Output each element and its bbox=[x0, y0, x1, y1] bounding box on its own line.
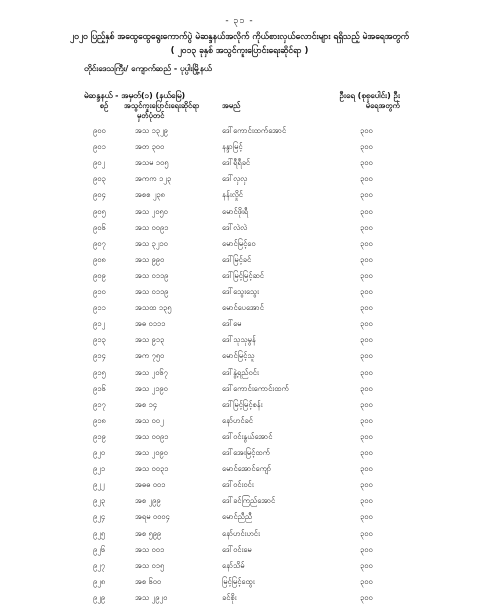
vote-count: ၃၀၀ bbox=[360, 270, 373, 280]
registration-number: အက ၇၅၀ bbox=[135, 351, 165, 361]
vote-count: ၃၀၀ bbox=[360, 592, 373, 602]
registration-number: အသ ၁၃၂၉ bbox=[135, 126, 168, 135]
candidate-name: မောင်မြင့်သူ bbox=[222, 351, 255, 361]
candidate-name: ဒေါ်ဝင်းဝင်း bbox=[222, 480, 254, 490]
registration-number: အစ ၁၄ bbox=[135, 399, 157, 409]
table-row bbox=[0, 319, 479, 335]
candidate-name: ဒေါ်ရီရီခင် bbox=[222, 158, 251, 168]
candidate-name: ဒေါ်ခင်ကြည်အောင် bbox=[222, 496, 276, 506]
vote-count: ၃၀၀ bbox=[360, 576, 373, 586]
row-number: ၉၀၉ bbox=[93, 270, 106, 280]
region-label: တိုင်းဒေသကြီး/ ကျောက်ဆည် - ပုပ္ပါးမြို့နယ် bbox=[84, 64, 212, 73]
vote-count: ၃၀၀ bbox=[360, 174, 373, 184]
registration-number: အသ ၀၁၁၉ bbox=[135, 287, 169, 296]
candidate-name: နန်းလှိုင် bbox=[222, 190, 243, 200]
vote-count: ၃၀၀ bbox=[360, 415, 373, 425]
table-row bbox=[0, 255, 479, 271]
table-row bbox=[0, 529, 479, 545]
candidate-name: ဒေါ်ကောင်းကောင်းထက် bbox=[222, 383, 289, 393]
row-number: ၉၀၀ bbox=[93, 126, 106, 135]
table-row bbox=[0, 400, 479, 416]
candidate-name: ဒေါ်လှလှ bbox=[222, 174, 248, 184]
vote-count: ၃၀၀ bbox=[360, 383, 373, 393]
registration-number: အသ ၂၁၉၀ bbox=[135, 383, 168, 393]
row-number: ၉၁၀ bbox=[93, 287, 106, 296]
candidate-name: ဒေါ်ဝင်းနွယ်အောင် bbox=[222, 431, 273, 441]
document-title: ၂၀၂၀ ပြည့်နှစ် အထွေထွေရွေးကောက်ပွဲ မဲဆန္ဒနယ်အလိုက် ကိုယ်စားလှယ်လောင်းများ ရရှိသည့် မဲအရေအတွက် bbox=[69, 32, 410, 42]
population-label: ဦးရေ (စုစုပေါင်း) ဦး bbox=[339, 91, 400, 100]
candidate-name: မောင်ညီညီ bbox=[222, 512, 253, 522]
registration-number: အသ ၉၁၃ bbox=[135, 335, 165, 345]
vote-count: ၃၀၀ bbox=[360, 512, 373, 522]
row-number: ၉၁၉ bbox=[93, 431, 106, 441]
candidate-name: ဒေါ်မြင့်မြင့်စန်း bbox=[222, 399, 263, 409]
row-number: ၉၂၈ bbox=[93, 576, 106, 586]
registration-number: အစစ ၂၃၈ bbox=[135, 190, 165, 200]
registration-number: အသ ၀၀၉၁ bbox=[135, 222, 169, 232]
row-number: ၉၁၆ bbox=[93, 383, 106, 393]
vote-count: ၃၀၀ bbox=[360, 142, 373, 152]
candidate-name: မြင့်မြင့်ထွေး bbox=[222, 576, 255, 586]
registration-number: အဓ ၀၁၁၁ bbox=[135, 319, 166, 329]
table-row bbox=[0, 384, 479, 400]
table-row bbox=[0, 480, 479, 496]
table-row bbox=[0, 448, 479, 464]
registration-number: အရမ ၀၀၀၄ bbox=[135, 512, 170, 522]
registration-number: အဓဓ ၀၀၁ bbox=[135, 480, 166, 490]
row-number: ၉၀၃ bbox=[93, 174, 106, 184]
candidate-name: ဒေါ်မေ bbox=[222, 319, 242, 329]
vote-count: ၃၀၀ bbox=[360, 303, 373, 313]
candidate-name: နန္ဒာမြင့် bbox=[222, 142, 243, 152]
candidate-name: မောင်မြင့်ဝေ bbox=[222, 238, 256, 248]
column-header-no: စဉ် bbox=[99, 101, 109, 110]
registration-number: အသ ၂၀၅၀ bbox=[135, 206, 168, 216]
registration-number: အသ ၀၀၉၁ bbox=[135, 431, 169, 441]
candidate-name: ဒေါ်မြင့်မြင့်ဆင် bbox=[222, 270, 264, 280]
table-row bbox=[0, 561, 479, 577]
table-row bbox=[0, 142, 479, 158]
row-number: ၉၂၃ bbox=[93, 496, 106, 506]
vote-count: ၃၀၀ bbox=[360, 448, 373, 457]
table-row bbox=[0, 126, 479, 142]
constituency-label: မဲဆန္ဒနယ် - အမှတ်(၁) (နယ်မြေ) bbox=[84, 91, 186, 100]
registration-number: အစ ၂၉၉ bbox=[135, 496, 161, 506]
row-number: ၉၁၃ bbox=[93, 335, 106, 345]
row-number: ၉၀၇ bbox=[93, 238, 106, 248]
column-header-votes: မဲရေအတွက် bbox=[365, 101, 400, 110]
row-number: ၉၂၁ bbox=[93, 464, 106, 474]
vote-count: ၃၀၀ bbox=[360, 287, 373, 296]
registration-number: အတ ၃၀၀ bbox=[135, 142, 165, 152]
registration-number: အသမ ၁၀၅ bbox=[135, 158, 169, 168]
table-row bbox=[0, 190, 479, 206]
registration-number: အစ ၅၉၉ bbox=[135, 528, 162, 538]
vote-count: ၃၀၀ bbox=[360, 544, 373, 554]
candidate-name: ဒေါ်ကောင်းထက်အောင် bbox=[222, 126, 287, 135]
table-row bbox=[0, 207, 479, 223]
table-row bbox=[0, 496, 479, 512]
candidate-name: ဒေါ်မြင့်ခင် bbox=[222, 254, 252, 264]
document-subtitle: ( ၂၀၁၃ ခုနှစ် အသွင်ကူးပြောင်းရေးဆိုင်ရာ ) bbox=[170, 46, 309, 56]
row-number: ၉၁၄ bbox=[93, 351, 106, 361]
candidate-name: ဒေါ်ဝင်းမေ bbox=[222, 544, 252, 554]
vote-count: ၃၀၀ bbox=[360, 431, 373, 441]
row-number: ၉၀၄ bbox=[93, 190, 106, 200]
table-row bbox=[0, 287, 479, 303]
row-number: ၉၂၇ bbox=[93, 560, 106, 570]
candidate-name: ဒေါ်သွေးသွေး bbox=[222, 287, 259, 296]
vote-count: ၃၀၀ bbox=[360, 335, 373, 345]
registration-number: အသ ၀၀၃၁ bbox=[135, 464, 169, 474]
row-number: ၉၂၅ bbox=[93, 528, 106, 538]
vote-count: ၃၀၀ bbox=[360, 351, 373, 361]
registration-number: အစ ၆၀၀ bbox=[135, 576, 162, 586]
table-row bbox=[0, 577, 479, 593]
candidate-name: ဒေါ်သုသုမွန် bbox=[222, 335, 256, 345]
registration-number: အသ ၀၀၂ bbox=[135, 415, 164, 425]
table-row bbox=[0, 303, 479, 319]
row-number: ၉၁၇ bbox=[93, 399, 106, 409]
table-row bbox=[0, 368, 479, 384]
candidate-name: ဒေါ်အေးမြင့်ထက် bbox=[222, 448, 270, 457]
table-row bbox=[0, 416, 479, 432]
row-number: ၉၂၂ bbox=[93, 480, 105, 490]
vote-count: ၃၀၀ bbox=[360, 399, 373, 409]
table-row bbox=[0, 545, 479, 561]
row-number: ၉၀၅ bbox=[93, 206, 106, 216]
vote-count: ၃၀၀ bbox=[360, 496, 373, 506]
table-row bbox=[0, 271, 479, 287]
candidate-name: မောင်ပေအောင် bbox=[222, 303, 264, 313]
candidate-name: မောင်ဖိုးရီ bbox=[222, 206, 249, 216]
row-number: ၉၁၈ bbox=[93, 415, 106, 425]
row-number: ၉၀၂ bbox=[93, 158, 106, 168]
table-row bbox=[0, 512, 479, 528]
vote-count: ၃၀၀ bbox=[360, 254, 373, 264]
registration-number: အသ ၀၀၁ bbox=[135, 544, 165, 554]
registration-number: အသ ၀၁၁၉ bbox=[135, 270, 169, 280]
registration-number: အသ ၂၀၉၀ bbox=[135, 448, 168, 457]
vote-count: ၃၀၀ bbox=[360, 158, 373, 168]
table-row bbox=[0, 158, 479, 174]
row-number: ၉၁၂ bbox=[93, 319, 106, 329]
page-number: - ၃၁ - bbox=[225, 16, 254, 26]
vote-count: ၃၀၀ bbox=[360, 560, 373, 570]
row-number: ၉၀၁ bbox=[93, 142, 106, 152]
vote-count: ၃၀၀ bbox=[360, 206, 373, 216]
row-number: ၉၂၉ bbox=[93, 592, 106, 602]
row-number: ၉၀၈ bbox=[93, 254, 106, 264]
vote-count: ၃၀၀ bbox=[360, 126, 373, 135]
candidate-name: ဒေါ်နွဲ့ရည်ဝင်း bbox=[222, 367, 259, 377]
row-number: ၉၂၀ bbox=[93, 448, 106, 457]
row-number: ၉၂၆ bbox=[93, 544, 106, 554]
column-header-name: အမည် bbox=[222, 101, 241, 110]
table-row bbox=[0, 223, 479, 239]
candidate-name: နော်ဟင်းဟင်း bbox=[222, 528, 260, 538]
table-row bbox=[0, 464, 479, 480]
table-row bbox=[0, 351, 479, 367]
vote-count: ၃၀၀ bbox=[360, 238, 373, 248]
column-header-registration: အသွင်ကူးပြောင်းရေးဆိုင်ရာ bbox=[124, 101, 200, 110]
registration-number: အကက ၁၂၃ bbox=[135, 174, 172, 184]
candidate-name: မောင်အောင်ကျော် bbox=[222, 464, 272, 474]
vote-count: ၃၀၀ bbox=[360, 222, 373, 232]
registration-number: အသထ ၁၃၅ bbox=[135, 303, 172, 313]
registration-number: အသ ၂၉၂၀ bbox=[135, 592, 168, 602]
vote-count: ၃၀၀ bbox=[360, 528, 373, 538]
row-number: ၉၁၁ bbox=[93, 303, 106, 313]
table-row bbox=[0, 432, 479, 448]
candidate-name: ဒေါ်လဲလဲ bbox=[222, 222, 248, 232]
candidate-name: နော်ဟင်ခင် bbox=[222, 415, 253, 425]
registration-number: အသ ၉၉၀ bbox=[135, 254, 165, 264]
row-number: ၉၀၆ bbox=[93, 222, 106, 232]
table-row bbox=[0, 174, 479, 190]
candidate-name: ခင်စိုး bbox=[222, 592, 237, 602]
registration-number: အသ ၃၂၁၀ bbox=[135, 238, 168, 248]
table-row bbox=[0, 335, 479, 351]
vote-count: ၃၀၀ bbox=[360, 367, 373, 377]
row-number: ၉၂၄ bbox=[93, 512, 106, 522]
registration-number: အသ ၀၁၅ bbox=[135, 560, 165, 570]
vote-count: ၃၀၀ bbox=[360, 190, 373, 200]
vote-count: ၃၀၀ bbox=[360, 480, 373, 490]
vote-count: ၃၀၀ bbox=[360, 464, 373, 474]
table-row bbox=[0, 593, 479, 609]
registration-number: အသ ၂၀၆၇ bbox=[135, 367, 168, 377]
column-header-registration-sub: မှတ်ပုံတင် bbox=[137, 111, 165, 120]
vote-count: ၃၀၀ bbox=[360, 319, 373, 329]
table-row bbox=[0, 239, 479, 255]
row-number: ၉၁၅ bbox=[93, 367, 106, 377]
candidate-name: နော်သိမ် bbox=[222, 560, 245, 570]
